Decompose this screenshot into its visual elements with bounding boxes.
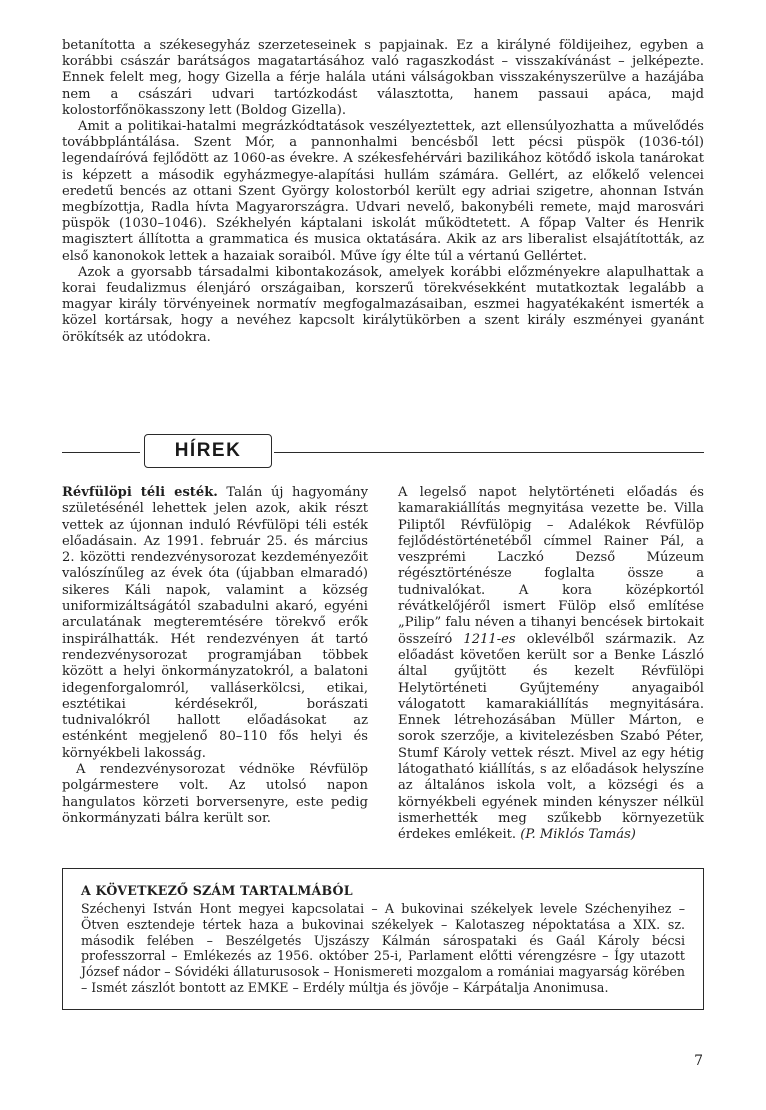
next-issue-contents: Széchenyi István Hont megyei kapcsolatai – A bukovinai székelyek levele Széchenyihez – Ötven esztendeje tértek haza a bukovinai székelyek – Kalotaszeg népoktatása a XIX. sz. második felében – Beszélgetés Ujszászy Kálmán sárospataki és Gaál Károly bécsi professzorral – Emlékezés az 1956. október 25-i, Parlament előtti vérengzésre – Így utazott József nádor – Sóvidéki állaturusosok – Honismereti mozgalom a romániai magyarság körében – Ismét zászlót bontott az EMKE – Erdély múltja és jövője – Kárpátalja Anonimusa. bbox=[81, 901, 685, 995]
section-rule-left bbox=[62, 452, 140, 453]
news-column-right bbox=[398, 485, 704, 844]
news-signature: (P. Miklós Tamás) bbox=[520, 827, 636, 843]
news-paragraph-3-italic: 1211-es bbox=[463, 631, 516, 647]
news-paragraph-3-part-1: A legelső napot helytörténeti előadás és kamarakiállítás megnyitása vezette be. Villa Piliptől Révfülöpig – Adalékok Révfülöp fejlődéstörténetéből címmel Rainer Pál, a veszprémi Laczkó Dezső Múzeum régésztörténésze foglalta össze a tudnivalókat. A kora középkortól révátkelőjéről ismert Fülöp első említése „Pilip” falu néven a tihanyi bencések birtokait összeíró bbox=[398, 485, 704, 647]
section-title: HÍREK bbox=[144, 434, 272, 468]
next-issue-title: A KÖVETKEZŐ SZÁM TARTALMÁBÓL bbox=[81, 883, 353, 898]
news-column-left bbox=[62, 485, 368, 844]
news-paragraph-1-text: Talán új hagyomány születésénél lehettek jelen azok, akik részt vettek az újonnan induló Révfülöpi téli esték előadásain. Az 1991. február 25. és március 2. közötti rendezvénysorozat kezdeményezőit valószínűleg az évek óta (újabban elmaradó) sikeres Káli napok, valamint a község uniformizáltságától szabadulni akaró, egyéni arculatának megteremtésére törekvő erők inspirálhatták. Hét rendezvényen át tartó rendezvénysorozat programjában többek között a helyi önkormányzatokról, a balatoni idegenforgalomról, valláserkölcsi, etikai, esztétikai kérdésekről, borászati tudnivalókról hallott előadásokat az esténként megjelenő 80–110 fős helyi és környékbeli lakosság. bbox=[62, 485, 368, 761]
page-number: 7 bbox=[694, 1053, 703, 1069]
article-continuation bbox=[62, 38, 704, 346]
news-paragraph-1 bbox=[62, 485, 368, 762]
news-lead: Révfülöpi téli esték. bbox=[62, 485, 218, 500]
news-columns bbox=[62, 485, 704, 844]
article-paragraph-2: Amit a politikai-hatalmi megrázkódtatások veszélyeztettek, azt ellensúlyozhatta a művelődés továbbplántálása. Szent Mór, a pannonhalmi bencésből lett pécsi püspök (1036-tól) legendaíróvá fejlődött az 1060-as évekre. A székesfehérvári bazilikához kötődő iskola tanárokat is képzett a második egyházmegye-alapítási hullám számára. Gellért, az előkelő velencei eredetű bencés az ottani Szent György kolostorból került egy adriai szigetre, ahonnan István megbízottja, Radla hívta Magyarországra. Udvari nevelő, bakonybéli remete, majd marosvári püspök (1030–1046). Székhelyén káptalani iskolát működtetett. A főpap Valter és Henrik magisztert állította a grammatica és musica oktatására. Akik az ars liberalist elsajátították, az első kanonokok lettek a hazaiak soraiból. Műve így élte túl a vértanú Gellértet. bbox=[62, 119, 704, 264]
next-issue-box bbox=[62, 868, 704, 1010]
news-paragraph-2: A rendezvénysorozat védnöke Révfülöp polgármestere volt. Az utolsó napon hangulatos körzeti borversenyre, este pedig önkormányzati bálra került sor. bbox=[62, 762, 368, 826]
article-paragraph-1: betanította a székesegyház szerzeteseinek s papjainak. Ez a királyné földijeihez, egyben a korábbi császár barátságos magatartásához való ragaszkodást – visszakívánást – jelképezte. Ennek felelt meg, hogy Gizella a férje halála utáni válságokban visszakényszerülve a hazájába nem a császári udvari tartózkodást választotta, hanem passaui apáca, majd kolostorfőnökasszony lett (Boldog Gizella). bbox=[62, 38, 704, 118]
news-paragraph-3-part-2: oklevélből származik. Az előadást követően került sor a Benke László által gyűjtött és kezelt Révfülöpi Helytörténeti Gyűjtemény anyagaiból válogatott kamarakiállítás megnyitására. Ennek létrehozásában Müller Márton, e sorok szerzője, a kivitelezésben Szabó Péter, Stumf Károly vettek részt. Mivel az egy hétig látogatható kiállítás, s az előadások helyszíne az általános iskola volt, a községi és a környékbeli egyének minden kényszer nélkül ismerhették meg szűkebb környezetük érdekes emlékeit. bbox=[398, 631, 704, 843]
section-rule-right bbox=[274, 452, 704, 453]
news-paragraph-3 bbox=[398, 485, 704, 844]
section-header bbox=[62, 434, 704, 470]
article-paragraph-3: Azok a gyorsabb társadalmi kibontakozások, amelyek korábbi előzményekre alapulhattak a korai feudalizmus élenjáró országaiban, korszerű törekvésekként mutatkoztak legalább a magyar király törvényeinek normatív megfogalmazásaiban, eszmei hagyatékaként ismerték a közel kortársak, hogy a nevéhez kapcsolt királytükörben a szent király eszményei gyanánt örökítsék az utódokra. bbox=[62, 264, 704, 345]
